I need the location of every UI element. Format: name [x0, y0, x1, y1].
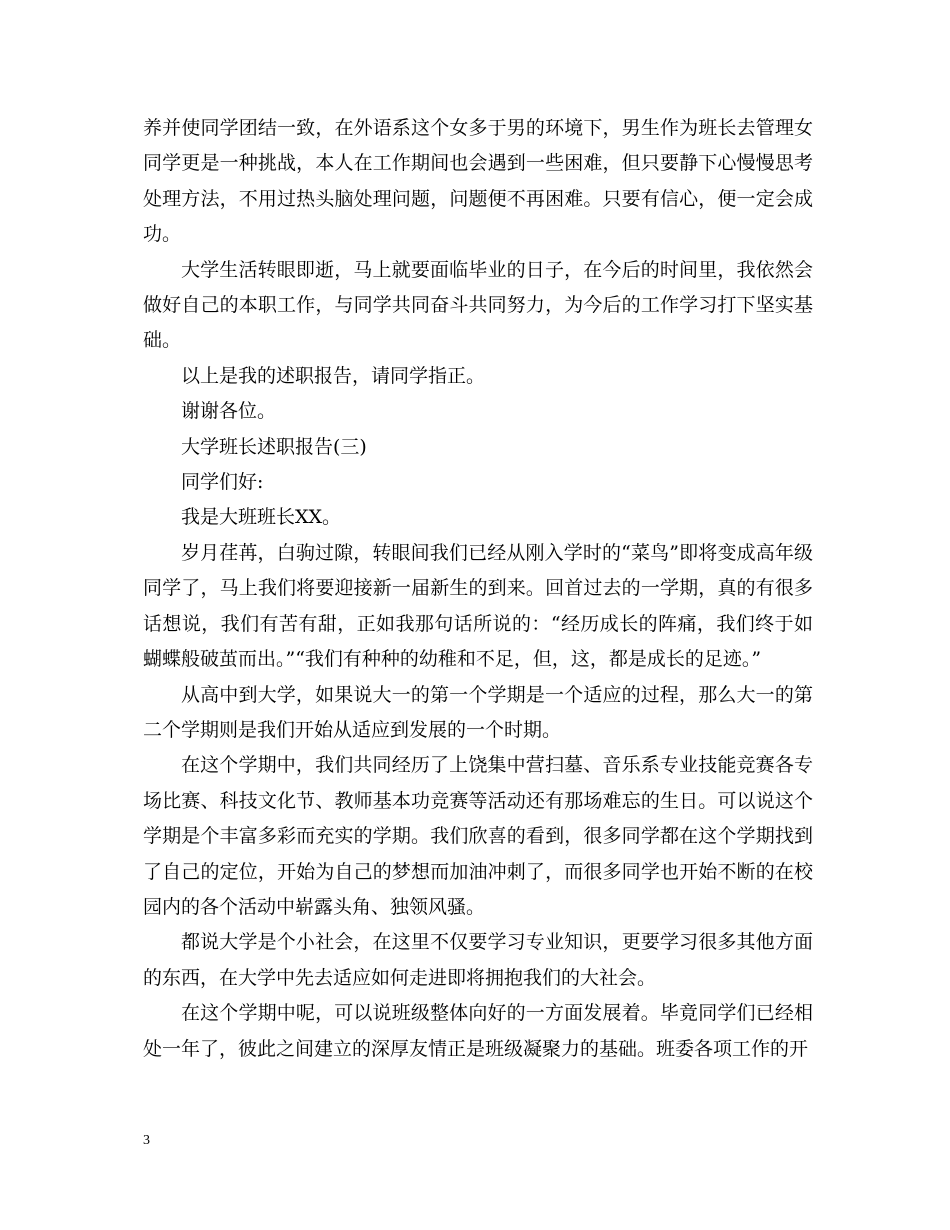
paragraph-continued: 养并使同学团结一致，在外语系这个女多于男的环境下，男生作为班长去管理女同学更是一种挑战，本人在工作期间也会遇到一些困难，但只要静下心慢慢思考处理方法，不用过热头脑处理问题，问题便不再困难。只要有信心，便一定会成功。: [143, 117, 813, 246]
paragraph: 大学生活转眼即逝，马上就要面临毕业的日子，在今后的时间里，我依然会做好自己的本职工作，与同学共同奋斗共同努力，为今后的工作学习打下坚实基础。: [143, 258, 813, 352]
section-heading: 大学班长述职报告(三): [181, 435, 367, 458]
paragraph: 岁月荏苒，白驹过隙，转眼间我们已经从刚入学时的“菜鸟”即将变成高年级同学了，马上我们将要迎接新一届新生的到来。回首过去的一学期，真的有很多话想说，我们有苦有甜，正如我那句话所说的：“经历成长的阵痛，我们终于如蝴蝶般破茧而出。”“我们有种种的幼稚和不足，但，这，都是成长的足迹。”: [143, 541, 813, 671]
paragraph: 都说大学是个小社会，在这里不仅要学习专业知识，更要学习很多其他方面的东西，在大学中先去适应如何走进即将拥抱我们的大社会。: [143, 931, 813, 989]
paragraph: 从高中到大学，如果说大一的第一个学期是一个适应的过程，那么大一的第二个学期则是我们开始从适应到发展的一个时期。: [143, 683, 813, 741]
paragraph: 谢谢各位。: [181, 400, 277, 423]
paragraph: 我是大班班长XX。: [181, 506, 342, 529]
greeting: 同学们好:: [181, 471, 264, 494]
paragraph: 以上是我的述职报告，请同学指正。: [181, 364, 486, 387]
document-body: [143, 111, 813, 1067]
paragraph: 在这个学期中呢，可以说班级整体向好的一方面发展着。毕竟同学们已经相处一年了，彼此之间建立的深厚友情正是班级凝聚力的基础。班委各项工作的开: [143, 1002, 813, 1060]
paragraph: 在这个学期中，我们共同经历了上饶集中营扫墓、音乐系专业技能竞赛各专场比赛、科技文化节、教师基本功竞赛等活动还有那场难忘的生日。可以说这个学期是个丰富多彩而充实的学期。我们欣喜的看到，很多同学都在这个学期找到了自己的定位，开始为自己的梦想而加油冲刺了，而很多同学也开始不断的在校园内的各个活动中崭露头角、独领风骚。: [143, 754, 813, 918]
page-number: 3: [143, 1133, 150, 1148]
